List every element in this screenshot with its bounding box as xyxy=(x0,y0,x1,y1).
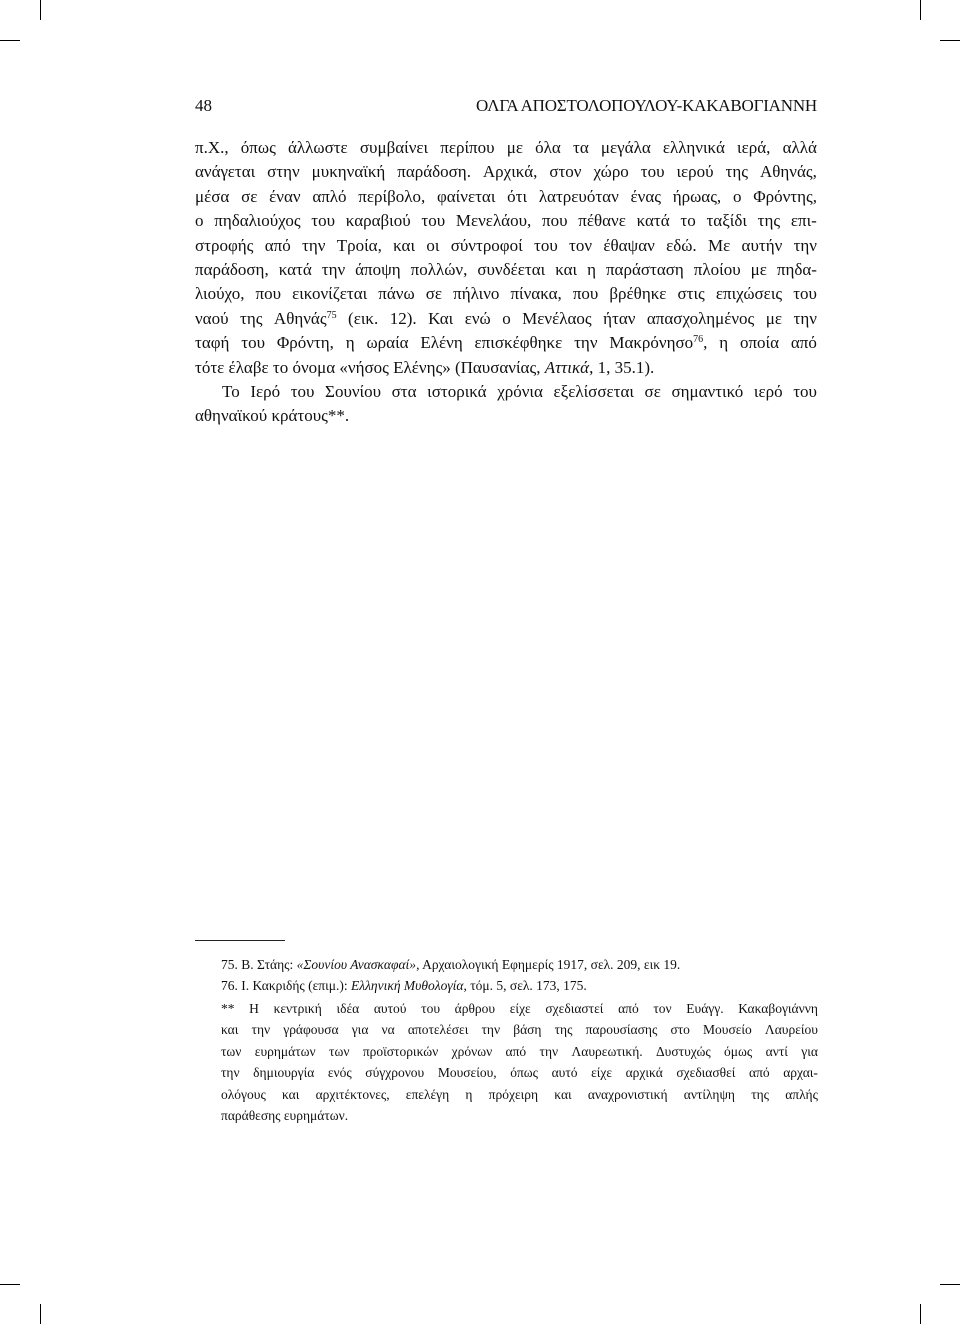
footnote-note-line-4: την δημιουργία ενός σύγχρονου Μουσείου, όπως αυτό είχε αρχικά σχεδιασθεί από αρχαι- xyxy=(221,1065,818,1081)
crop-mark-top-right xyxy=(920,0,921,20)
paragraph-1 xyxy=(195,136,817,307)
crop-mark-top-left xyxy=(40,0,41,20)
crop-mark-top-right-h xyxy=(940,40,960,41)
footnote-note-last-line: παράθεσης ευρημάτων. xyxy=(221,1107,349,1123)
crop-mark-bottom-right xyxy=(920,1304,921,1324)
footnote-note-line-2: και την γράφουσα για να αποτελέσει την βάση της παρουσίασης στο Μουσείο Λαυρείου xyxy=(221,1022,818,1038)
body-line-6: παράδοση, κατά την άποψη πολλών, συνδέεται και η παράσταση πλοίου με πηδα- xyxy=(195,259,817,279)
body-text xyxy=(195,136,817,429)
crop-mark-bottom-left-h xyxy=(0,1284,20,1285)
footnote-note-line-1: ** Η κεντρική ιδέα αυτού του άρθρου είχε σχεδιαστεί από τον Ευάγγ. Κακαβογιάννη xyxy=(221,1001,818,1016)
body-line-4: ο πηδαλιούχος του καραβιού του Μενελάου, που πέθανε κατά το ταξίδι της επι- xyxy=(195,211,817,231)
body-line-8: ναού της Αθηνάς$^{75}$ (εικ. 12). Και ενώ ο Μενέλαος ήταν απασχολημένος με την xyxy=(195,308,817,328)
crop-mark-bottom-right-h xyxy=(940,1284,960,1285)
body-line-1: π.Χ., όπως άλλωστε συμβαίνει περίπου με όλα τα μεγάλα ελληνικά ιερά, αλλά xyxy=(195,138,817,157)
footnote-author-note xyxy=(221,998,818,1126)
page-number: 48 xyxy=(195,96,212,115)
footnote-rule xyxy=(195,940,285,941)
body-line-7: λιούχο, που εικονίζεται πάνω σε πήλινο πίνακα, που βρέθηκε στις επιχώσεις του xyxy=(195,284,817,304)
body-line-10: τότε έλαβε το όνομα «νήσος Ελένης» (Παυσανίας, Αττικά , 1, 35.1). xyxy=(195,357,655,377)
body-line-5: στροφής από την Τροία, και οι σύντροφοί του τον έθαψαν εδώ. Με αυτήν την xyxy=(195,235,817,255)
footnotes xyxy=(221,954,818,1126)
crop-mark-bottom-left xyxy=(40,1304,41,1324)
paragraph-2 xyxy=(195,380,817,404)
footnote-76: 76. Ι. Κακριδής (επιμ.): Ελληνική Μυθολογία, τόμ. 5, σελ. 173, 175. xyxy=(221,978,587,993)
footnote-ref-75: 75 xyxy=(326,309,337,321)
paragraph-2-line-1: Το Ιερό του Σουνίου στα ιστορικά χρόνια εξελίσσεται σε σημαντικό ιερό του xyxy=(222,381,817,401)
running-header xyxy=(195,96,817,120)
running-title: ΟΛΓΑ ΑΠΟΣΤΟΛΟΠΟΥΛΟΥ-ΚΑΚΑΒΟΓΙΑΝΝΗ xyxy=(475,96,817,115)
footnote-note-line-3: των ευρημάτων των προϊστορικών χρόνων από την Λαυρεωτική. Δυστυχώς όμως αντί για xyxy=(221,1043,818,1059)
footnote-note-line-5: ολόγους και αρχιτέκτονες, επελέγη η πρόχειρη και αναχρονιστική αντίληψη της απλής xyxy=(221,1086,818,1102)
body-line-9: ταφή του Φρόντη, η ωραία Ελένη επισκέφθηκε την Μακρόνησο$^{76}$, η οποία από xyxy=(195,333,817,353)
footnote-ref-76: 76 xyxy=(693,334,704,346)
body-line-3: μέσα σε έναν απλό περίβολο, φαίνεται ότι λατρευόταν ένας ήρωας, ο Φρόντης, xyxy=(195,186,817,206)
body-line-2: ανάγεται στην μυκηναϊκή παράδοση. Αρχικά, στον χώρο του ιερού της Αθηνάς, xyxy=(195,162,817,182)
paragraph-2-last-line: αθηναϊκού κράτους**. xyxy=(195,406,350,426)
footnote-75: 75. Β. Στάης: «Σουνίου Ανασκαφαί», Αρχαιολογική Εφημερίς 1917, σελ. 209, εικ 19. xyxy=(221,957,681,972)
crop-mark-top-left-h xyxy=(0,40,20,41)
